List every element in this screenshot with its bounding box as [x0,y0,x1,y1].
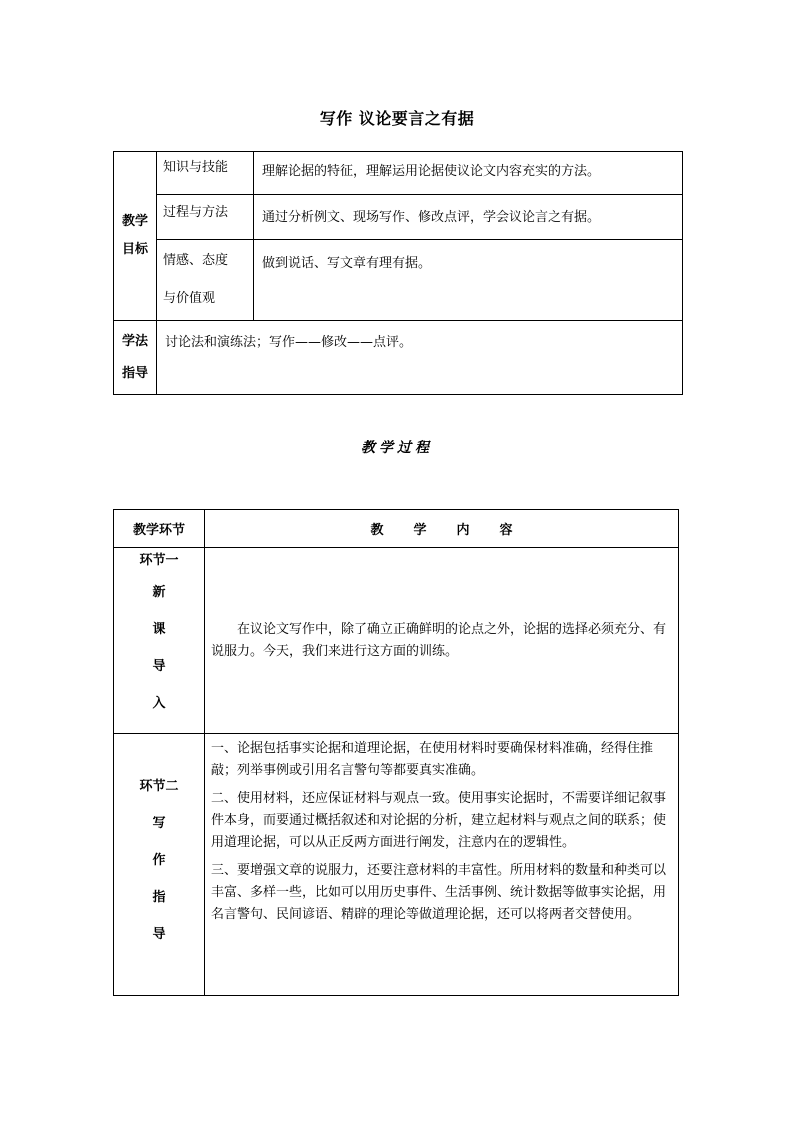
content-paragraph: 在议论文写作中，除了确立正确鲜明的论点之外，论据的选择必须充分、有说服力。今天，我们来进行这方面的训练。 [211,621,667,659]
stage-char: 作 [152,853,166,868]
stage-title: 环节二 [139,779,179,794]
goals-label [114,152,157,321]
stage-char: 导 [152,927,166,942]
stage-char: 课 [152,622,166,637]
objective-knowledge: 理解论据的特征，理解运用论据使议论文内容充实的方法。 [254,152,683,195]
content-paragraph: 三、要增强文章的说服力，还要注意材料的丰富性。所用材料的数量和种类可以丰富、多样一些，比如可以用历史事件、生活事例、统计数据等做事实论据，用名言警句、民间谚语、精辟的理论等做道理论据，还可以将两者交替使用。 [211,863,667,922]
stage-char: 导 [152,659,166,674]
header-stage: 教学环节 [114,510,205,548]
category-label: 情感、态度 [163,253,229,268]
content-cell-2 [205,734,679,996]
method-label-line: 学法 [121,333,148,349]
content-paragraph: 一、论据包括事实论据和道理论据，在使用材料时要确保材料准确，经得住推敲；列举事例或引用名言警句等都要真实准确。 [211,741,654,778]
objective-process: 通过分析例文、现场写作、修改点评，学会议论言之有据。 [254,195,683,240]
method-label-line: 指导 [121,365,148,381]
method-text: 讨论法和演练法；写作——修改——点评。 [157,321,683,395]
goals-label-line: 目标 [121,242,148,257]
content-paragraph: 二、使用材料，还应保证材料与观点一致。使用事实论据时，不需要详细记叙事件本身，而要通过概括叙述和对论据的分析，建立起材料与观点之间的联系；使用道理论据，可以从正反两方面进行阐发，注意内在的逻辑性。 [211,791,667,850]
category-label: 过程与方法 [163,205,229,220]
category-process [157,195,254,240]
objective-attitude: 做到说话、写文章有理有据。 [254,240,683,321]
section-subtitle: 教学过程 [361,440,433,456]
category-label: 知识与技能 [163,160,229,175]
method-label [114,321,157,395]
category-attitude [157,240,254,321]
stage-char: 入 [152,696,166,711]
stage-char: 指 [152,890,166,905]
goals-label-line: 教学 [121,214,148,229]
page-title: 写作 议论要言之有据 [319,109,475,128]
process-table [113,509,679,996]
category-knowledge [157,152,254,195]
stage-title: 环节一 [139,553,179,568]
category-label: 与价值观 [163,291,216,306]
objectives-table [113,151,683,395]
content-cell-1 [205,548,679,734]
stage-char: 新 [152,585,166,600]
header-content: 教学内容 [205,510,679,548]
stage-cell-2 [114,734,205,996]
stage-char: 写 [152,816,166,831]
stage-cell-1 [114,548,205,734]
